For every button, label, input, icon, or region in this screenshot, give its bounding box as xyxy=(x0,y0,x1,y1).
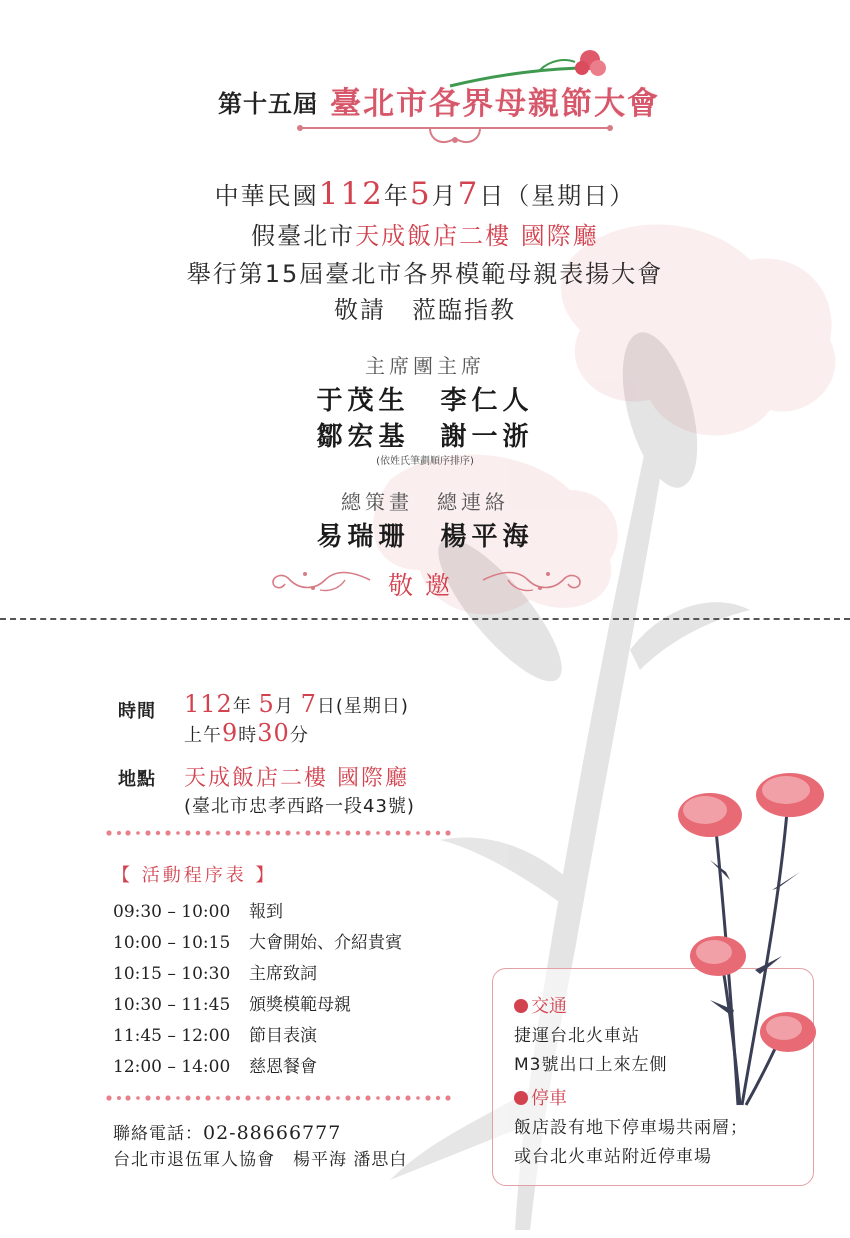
text: 年 xyxy=(383,182,410,210)
clock-minute: 30 xyxy=(257,719,290,747)
schedule-row xyxy=(113,897,283,922)
schedule-time: 10:30 – 11:45 xyxy=(113,995,231,1015)
schedule-event: 主席致詞 xyxy=(249,964,317,984)
invitation-venue-line xyxy=(0,216,850,251)
schedule-row xyxy=(113,1052,317,1077)
text: 月 xyxy=(431,182,458,210)
text: 中華民國 xyxy=(214,182,319,210)
parking-title: 停車 xyxy=(531,1088,567,1109)
traffic-line: 捷運台北火車站 xyxy=(514,1026,640,1046)
text: 假臺北市 xyxy=(251,222,356,250)
text: 年 xyxy=(232,696,252,717)
dotted-separator xyxy=(105,828,455,838)
venue-name: 天成飯店二樓 國際廳 xyxy=(184,766,409,791)
day-number: 7 xyxy=(457,176,480,212)
bullet-dot-icon xyxy=(514,999,528,1013)
venue-address: (臺北市忠孝西路一段43號) xyxy=(184,796,415,817)
text: 上午 xyxy=(184,725,222,746)
clock-hour: 9 xyxy=(222,719,239,747)
parking-line: 或台北火車站附近停車場 xyxy=(514,1147,712,1167)
text: 日（星期日） xyxy=(479,182,636,210)
venue-name: 天成飯店二樓 國際廳 xyxy=(355,222,599,250)
time-label: 時間 xyxy=(118,701,156,722)
right-swirl-ornament-icon xyxy=(478,562,588,598)
traffic-line: M3號出口上來左側 xyxy=(514,1055,668,1075)
schedule-time: 12:00 – 14:00 xyxy=(113,1057,231,1077)
text: 日 xyxy=(316,696,336,717)
schedule-row xyxy=(113,990,351,1015)
month-number: 5 xyxy=(409,176,432,212)
parking-line: 飯店設有地下停車場共兩層； xyxy=(514,1118,748,1138)
parking-heading xyxy=(514,1084,567,1110)
date-day: 7 xyxy=(300,690,317,718)
schedule-event: 大會開始、介紹貴賓 xyxy=(249,933,402,953)
respectfully-invite: 敬邀 xyxy=(387,571,462,600)
text: 時 xyxy=(238,725,258,746)
edition-label: 第十五屆 xyxy=(218,90,318,118)
text: 分 xyxy=(289,725,309,746)
bullet-dot-icon xyxy=(514,1091,528,1105)
date-year: 112 xyxy=(184,690,233,718)
year-number: 112 xyxy=(318,176,384,212)
presidium-order-note: (依姓氏筆劃順序排序) xyxy=(376,456,474,467)
phone-number: 02-88666777 xyxy=(203,1122,342,1144)
tear-line-divider xyxy=(0,618,850,620)
schedule-time: 09:30 – 10:00 xyxy=(113,902,231,922)
schedule-row xyxy=(113,959,317,984)
schedule-event: 節目表演 xyxy=(249,1026,317,1046)
weekday: (星期日) xyxy=(335,696,409,717)
event-date xyxy=(184,690,409,718)
organizers-title: 總策畫 總連絡 xyxy=(341,490,509,514)
place-label: 地點 xyxy=(118,769,156,790)
schedule-event: 慈恩餐會 xyxy=(249,1057,317,1077)
schedule-row xyxy=(113,928,402,953)
traffic-heading xyxy=(514,992,567,1018)
schedule-time: 10:00 – 10:15 xyxy=(113,933,231,953)
schedule-row xyxy=(113,1021,317,1046)
schedule-title: 【 活動程序表 】 xyxy=(112,865,277,886)
invitation-date-line xyxy=(0,176,850,212)
presidium-names-row2: 鄒宏基 謝一浙 xyxy=(316,422,534,452)
contact-phone xyxy=(113,1119,341,1144)
presidium-title: 主席團主席 xyxy=(365,354,485,378)
carnation-bouquet-illustration xyxy=(660,760,840,1120)
schedule-event: 頒獎模範母親 xyxy=(249,995,351,1015)
organizers-names: 易瑞珊 楊平海 xyxy=(316,522,534,552)
event-clock xyxy=(184,719,309,747)
schedule-time: 11:45 – 12:00 xyxy=(113,1026,231,1046)
date-month: 5 xyxy=(258,690,275,718)
phone-label: 聯絡電話： xyxy=(113,1124,203,1144)
event-title: 臺北市各界母親節大會 xyxy=(330,86,660,122)
invitation-purpose-line: 舉行第15屆臺北市各界模範母親表揚大會 xyxy=(186,260,664,288)
scroll-ornament-icon xyxy=(290,116,620,150)
presidium-names-row1: 于茂生 李仁人 xyxy=(316,386,534,416)
schedule-event: 報到 xyxy=(249,902,283,922)
invitation-request-line: 敬請 蒞臨指教 xyxy=(334,296,516,324)
dotted-separator xyxy=(105,1093,455,1103)
traffic-title: 交通 xyxy=(531,996,567,1017)
text: 月 xyxy=(274,696,294,717)
schedule-time: 10:15 – 10:30 xyxy=(113,964,231,984)
contact-organization: 台北市退伍軍人協會 楊平海 潘思白 xyxy=(113,1150,408,1170)
